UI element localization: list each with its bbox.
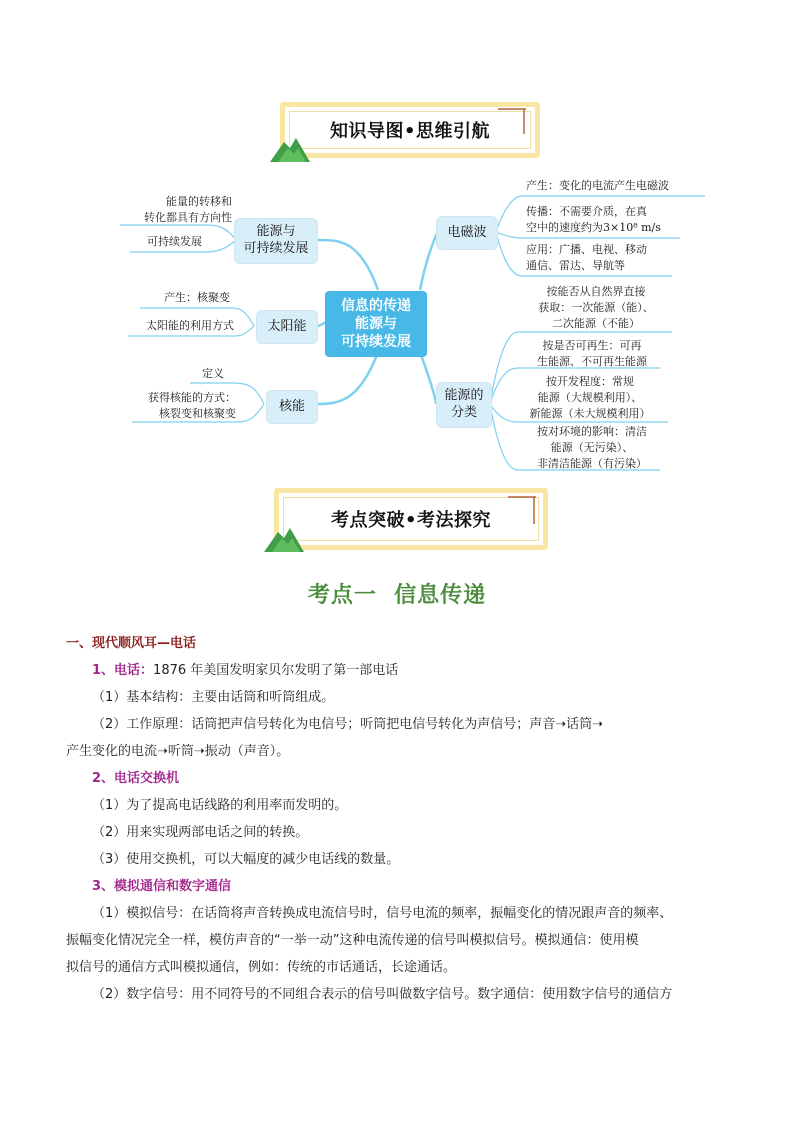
mind-map (0, 0, 794, 480)
leaf-line: 能源（无污染）、 (550, 440, 634, 454)
leaf-line: 获取：一次能源（能）、 (538, 300, 654, 314)
item1-principle: （2）工作原理：话筒把声信号转化为电信号；听筒把电信号转化为声信号；声音➝话筒➝ (92, 717, 604, 732)
node-label: 核能 (278, 398, 305, 414)
leaf-line: 转化都具有方向性 (144, 210, 232, 224)
item3-digital: （2）数字信号：用不同符号的不同组合表示的信号叫做数字信号。数字通信：使用数字信号的通信方 (92, 987, 673, 1002)
leaf-line: 二次能源（不能） (552, 316, 640, 330)
heading-telephone: 一、现代顺风耳—电话 (66, 636, 197, 651)
leaf-line: 定义 (202, 367, 224, 380)
node-em-wave (436, 216, 498, 250)
leaf-line: 获得核能的方式： (148, 391, 236, 404)
leaf-energy-direction (110, 194, 232, 226)
item1-text: 1876 年美国发明家贝尔发明了第一部电话 (153, 663, 399, 678)
content-body (66, 630, 736, 1008)
leaf-class-renewable (518, 338, 666, 370)
corner-deco-icon (506, 494, 540, 528)
item2-function: （2）用来实现两部电话之间的转换。 (92, 825, 309, 840)
leaf-line: 按开发程度：常规 (546, 375, 634, 388)
leaf-line: 太阳能的利用方式 (146, 319, 234, 332)
leaf-line: 核裂变和核聚变 (159, 406, 236, 420)
leaf-line: 空中的速度约为3×10⁸ m/s (526, 220, 661, 234)
section-title: 考点一 信息传递 (307, 583, 487, 608)
leaf-nuclear-methods (124, 390, 236, 422)
item1-line (66, 657, 736, 684)
leaf-line: 能量的转移和 (166, 195, 232, 208)
node-label-line: 能源的 (444, 388, 484, 404)
item1-principle-cont: 产生变化的电流➝听筒➝振动（声音）。 (66, 744, 290, 759)
node-energy-sustainability (234, 218, 318, 264)
leaf-em-propagation (526, 204, 661, 236)
leaf-line: 新能源（未大规模利用） (529, 406, 651, 420)
leaf-line: 按对环境的影响：清洁 (537, 425, 647, 438)
node-label-line: 可持续发展 (243, 241, 309, 256)
leaf-line: 非清洁能源（有污染） (537, 456, 647, 470)
leaf-line: 按能否从自然界直接 (546, 285, 646, 298)
node-nuclear (266, 390, 318, 424)
leaf-line: 按是否可再生：可再 (542, 339, 642, 352)
center-line-1: 信息的传递 (341, 297, 411, 314)
leaf-line: 可持续发展 (147, 235, 202, 248)
node-energy-classification (436, 382, 492, 428)
center-line-3: 可持续发展 (341, 334, 411, 351)
node-label-line: 分类 (450, 405, 477, 420)
item2-purpose: （1）为了提高电话线路的利用率而发明的。 (92, 798, 348, 813)
leaf-em-origin (526, 178, 669, 194)
item2-title: 2、电话交换机 (92, 771, 180, 786)
leaf-line: 能源（大规模利用）、 (537, 390, 643, 404)
item3-analog-1: （1）模拟信号：在话筒将声音转换成电流信号时，信号电流的频率，振幅变化的情况跟声音的频率、 (92, 906, 673, 921)
leaf-class-environment (518, 424, 666, 472)
leaf-sustainable (110, 234, 202, 250)
item1-title: 1、电话： (92, 663, 154, 678)
leaf-line: 生能源、不可再生能源 (537, 354, 647, 368)
banner-title: 考点突破•考法探究 (330, 510, 491, 531)
item1-structure: （1）基本结构：主要由话筒和听筒组成。 (92, 690, 335, 705)
mountain-icon (262, 524, 306, 552)
node-label: 太阳能 (267, 318, 307, 334)
leaf-em-application (526, 242, 647, 274)
leaf-line: 产生：核聚变 (164, 291, 230, 304)
leaf-solar-origin (130, 290, 230, 306)
leaf-line: 产生：变化的电流产生电磁波 (526, 179, 669, 192)
leaf-line: 通信、雷达、导航等 (526, 258, 625, 272)
banner-title: 知识导图•思维引航 (329, 121, 490, 142)
leaf-solar-usage (120, 318, 234, 334)
leaf-class-natural (518, 284, 674, 332)
node-label-line: 能源与 (256, 224, 296, 240)
leaf-line: 传播：不需要介质，在真 (526, 205, 647, 218)
item3-title: 3、模拟通信和数字通信 (92, 879, 232, 894)
center-line-2: 能源与 (355, 315, 397, 332)
node-label: 电磁波 (447, 224, 487, 240)
item3-analog-3: 拟信号的通信方式叫模拟通信，例如：传统的市话通话，长途通话。 (66, 960, 457, 975)
leaf-line: 应用：广播、电视、移动 (526, 243, 647, 256)
leaf-class-development (514, 374, 666, 422)
item2-benefit: （3）使用交换机，可以大幅度的减少电话线的数量。 (92, 852, 400, 867)
exam-banner (262, 488, 548, 550)
mind-map-center (325, 291, 427, 357)
leaf-nuclear-definition (180, 366, 224, 382)
item3-analog-2: 振幅变化情况完全一样，模仿声音的“一举一动”这种电流传递的信号叫模拟信号。模拟通信：使用模 (66, 933, 639, 948)
node-solar (256, 310, 318, 344)
